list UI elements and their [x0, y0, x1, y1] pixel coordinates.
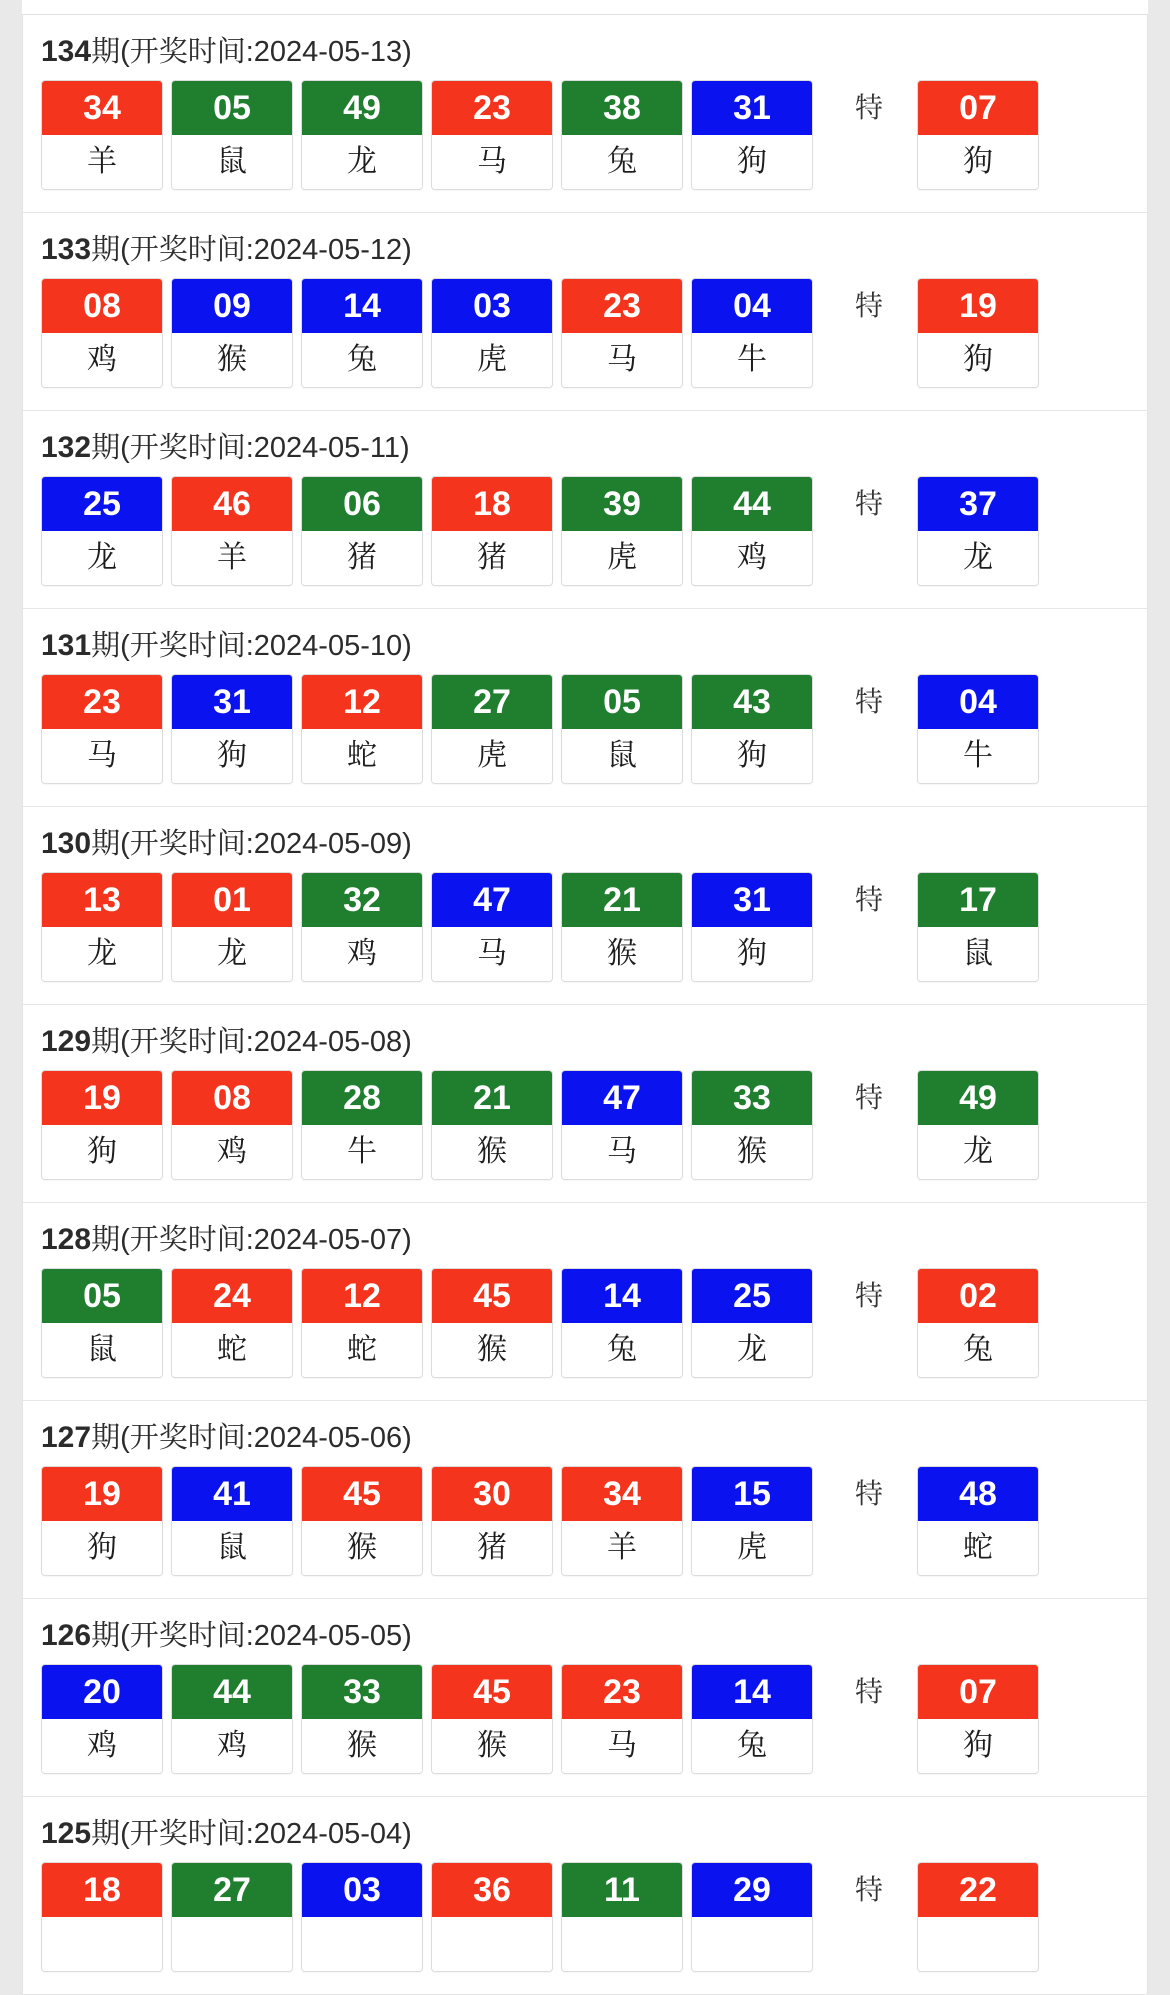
special-ball-number: 17 [918, 873, 1038, 927]
ball-zodiac: 龙 [42, 531, 162, 585]
special-ball-label: 特 [854, 488, 883, 519]
special-ball-zodiac: 狗 [918, 135, 1038, 189]
ball-cell[interactable] [561, 674, 683, 784]
draw-block [23, 213, 1147, 411]
ball-zodiac: 鼠 [42, 1323, 162, 1377]
ball-zodiac: 猪 [432, 531, 552, 585]
ball-number: 08 [42, 279, 162, 333]
ball-zodiac [432, 1917, 552, 1971]
draw-issue: 131 [41, 629, 92, 662]
ball-zodiac: 鸡 [692, 531, 812, 585]
draw-date: 2024-05-08 [253, 1026, 403, 1058]
special-ball-zodiac: 牛 [918, 729, 1038, 783]
draw-block [23, 1401, 1147, 1599]
draw-date: 2024-05-04 [253, 1818, 403, 1850]
special-ball-cell[interactable] [917, 872, 1039, 982]
ball-number: 12 [302, 675, 422, 729]
ball-number: 47 [562, 1071, 682, 1125]
special-ball-number: 49 [918, 1071, 1038, 1125]
ball-zodiac: 龙 [172, 927, 292, 981]
ball-cell[interactable] [171, 674, 293, 784]
ball-zodiac: 鸡 [172, 1125, 292, 1179]
ball-cell[interactable] [41, 1664, 163, 1774]
ball-number: 39 [562, 477, 682, 531]
special-ball-zodiac: 龙 [918, 531, 1038, 585]
draw-block [23, 609, 1147, 807]
ball-cell[interactable] [561, 872, 683, 982]
special-ball-number: 48 [918, 1467, 1038, 1521]
ball-cell[interactable] [691, 674, 813, 784]
ball-cell[interactable] [41, 1268, 163, 1378]
draw-header [23, 213, 1147, 278]
ball-zodiac: 虎 [432, 333, 552, 387]
special-ball-cell[interactable] [917, 1466, 1039, 1576]
special-ball-number: 02 [918, 1269, 1038, 1323]
special-ball-label: 特 [854, 1676, 883, 1707]
ball-cell[interactable] [691, 1070, 813, 1180]
ball-zodiac: 兔 [562, 1323, 682, 1377]
ball-number: 45 [302, 1467, 422, 1521]
ball-zodiac: 牛 [692, 333, 812, 387]
ball-number: 49 [302, 81, 422, 135]
ball-zodiac: 羊 [42, 135, 162, 189]
draw-date: 2024-05-10 [253, 630, 403, 662]
draw-header [23, 807, 1147, 872]
special-ball-cell[interactable] [917, 1862, 1039, 1972]
balls-row [23, 1466, 1147, 1598]
ball-number: 05 [562, 675, 682, 729]
draw-time-suffix: ) [399, 432, 410, 464]
ball-cell[interactable] [171, 872, 293, 982]
ball-number: 14 [562, 1269, 682, 1323]
ball-cell[interactable] [301, 1664, 423, 1774]
ball-zodiac: 蛇 [302, 729, 422, 783]
ball-zodiac: 虎 [562, 531, 682, 585]
ball-cell[interactable] [691, 1862, 813, 1972]
ball-number: 33 [302, 1665, 422, 1719]
ball-cell[interactable] [171, 1268, 293, 1378]
ball-cell[interactable] [431, 872, 553, 982]
ball-cell[interactable] [301, 1862, 423, 1972]
ball-number: 32 [302, 873, 422, 927]
ball-number: 06 [302, 477, 422, 531]
special-ball-number: 22 [918, 1863, 1038, 1917]
ball-cell[interactable] [171, 80, 293, 190]
ball-zodiac: 鸡 [42, 1719, 162, 1773]
ball-cell[interactable] [431, 1466, 553, 1576]
ball-zodiac [302, 1917, 422, 1971]
ball-number: 03 [302, 1863, 422, 1917]
draw-time-prefix: 期(开奖时间: [91, 630, 254, 662]
ball-cell[interactable] [431, 278, 553, 388]
ball-cell[interactable] [691, 278, 813, 388]
ball-cell[interactable] [41, 80, 163, 190]
draw-time-prefix: 期(开奖时间: [91, 36, 254, 68]
ball-zodiac: 猴 [302, 1719, 422, 1773]
ball-zodiac: 鸡 [172, 1719, 292, 1773]
ball-number: 46 [172, 477, 292, 531]
ball-number: 31 [692, 873, 812, 927]
ball-zodiac: 狗 [692, 135, 812, 189]
draw-date: 2024-05-06 [253, 1422, 403, 1454]
ball-zodiac: 牛 [302, 1125, 422, 1179]
ball-number: 47 [432, 873, 552, 927]
ball-zodiac [562, 1917, 682, 1971]
ball-cell[interactable] [691, 1664, 813, 1774]
draw-time-suffix: ) [402, 1224, 412, 1256]
draw-header [23, 1005, 1147, 1070]
ball-cell[interactable] [301, 80, 423, 190]
draw-issue: 132 [41, 431, 92, 464]
ball-cell[interactable] [41, 872, 163, 982]
draw-block [23, 1797, 1147, 1995]
ball-zodiac: 狗 [172, 729, 292, 783]
ball-number: 18 [42, 1863, 162, 1917]
draw-time-suffix: ) [402, 1422, 412, 1454]
ball-number: 01 [172, 873, 292, 927]
ball-cell[interactable] [171, 1862, 293, 1972]
draw-issue: 128 [41, 1223, 92, 1256]
ball-number: 31 [172, 675, 292, 729]
ball-number: 05 [172, 81, 292, 135]
draw-issue: 133 [41, 233, 92, 266]
special-ball-label: 特 [854, 1478, 883, 1509]
ball-zodiac: 猴 [172, 333, 292, 387]
ball-number: 23 [562, 1665, 682, 1719]
ball-cell[interactable] [691, 872, 813, 982]
ball-number: 25 [42, 477, 162, 531]
special-ball-number: 37 [918, 477, 1038, 531]
balls-row [23, 278, 1147, 410]
ball-zodiac: 龙 [42, 927, 162, 981]
balls-row [23, 674, 1147, 806]
ball-cell[interactable] [561, 278, 683, 388]
special-ball-cell[interactable] [917, 476, 1039, 586]
ball-zodiac: 龙 [302, 135, 422, 189]
ball-cell[interactable] [431, 1862, 553, 1972]
ball-cell[interactable] [41, 674, 163, 784]
draw-time-prefix: 期(开奖时间: [91, 234, 254, 266]
ball-zodiac: 鸡 [42, 333, 162, 387]
ball-cell[interactable] [301, 278, 423, 388]
ball-zodiac [42, 1917, 162, 1971]
draw-time-suffix: ) [402, 1026, 412, 1058]
special-ball-cell[interactable] [917, 278, 1039, 388]
ball-zodiac: 马 [432, 927, 552, 981]
draw-time-prefix: 期(开奖时间: [91, 1620, 254, 1652]
ball-cell[interactable] [431, 1268, 553, 1378]
ball-number: 21 [432, 1071, 552, 1125]
ball-zodiac: 猴 [302, 1521, 422, 1575]
draw-time-prefix: 期(开奖时间: [91, 1026, 254, 1058]
balls-row [23, 1070, 1147, 1202]
special-ball-number: 19 [918, 279, 1038, 333]
ball-zodiac: 猴 [432, 1719, 552, 1773]
ball-number: 38 [562, 81, 682, 135]
ball-cell[interactable] [171, 476, 293, 586]
ball-zodiac: 虎 [692, 1521, 812, 1575]
ball-cell[interactable] [41, 1466, 163, 1576]
ball-cell[interactable] [431, 1664, 553, 1774]
ball-cell[interactable] [301, 674, 423, 784]
ball-cell[interactable] [301, 1466, 423, 1576]
ball-zodiac: 狗 [692, 927, 812, 981]
draw-header [23, 1401, 1147, 1466]
ball-zodiac: 龙 [692, 1323, 812, 1377]
ball-zodiac: 兔 [562, 135, 682, 189]
ball-cell[interactable] [561, 1466, 683, 1576]
ball-number: 25 [692, 1269, 812, 1323]
special-ball-cell[interactable] [917, 80, 1039, 190]
ball-cell[interactable] [561, 80, 683, 190]
ball-number: 19 [42, 1467, 162, 1521]
ball-zodiac: 马 [562, 1125, 682, 1179]
ball-number: 15 [692, 1467, 812, 1521]
ball-cell[interactable] [561, 1268, 683, 1378]
draw-time-prefix: 期(开奖时间: [91, 1422, 254, 1454]
ball-zodiac: 鼠 [172, 135, 292, 189]
ball-number: 04 [692, 279, 812, 333]
ball-cell[interactable] [431, 674, 553, 784]
ball-number: 24 [172, 1269, 292, 1323]
ball-number: 44 [172, 1665, 292, 1719]
ball-cell[interactable] [561, 476, 683, 586]
draw-block [23, 807, 1147, 1005]
ball-number: 45 [432, 1665, 552, 1719]
ball-zodiac: 猴 [432, 1125, 552, 1179]
ball-number: 27 [432, 675, 552, 729]
ball-zodiac: 兔 [692, 1719, 812, 1773]
top-divider [22, 0, 1148, 15]
draw-block [23, 1005, 1147, 1203]
ball-cell[interactable] [41, 278, 163, 388]
draw-issue: 126 [41, 1619, 92, 1652]
draw-time-prefix: 期(开奖时间: [91, 828, 254, 860]
ball-zodiac: 羊 [562, 1521, 682, 1575]
ball-cell[interactable] [301, 872, 423, 982]
draw-block [23, 411, 1147, 609]
ball-number: 34 [42, 81, 162, 135]
draw-header [23, 1599, 1147, 1664]
ball-number: 33 [692, 1071, 812, 1125]
ball-zodiac: 蛇 [302, 1323, 422, 1377]
ball-number: 18 [432, 477, 552, 531]
draw-time-suffix: ) [402, 630, 412, 662]
special-ball-label: 特 [854, 290, 883, 321]
ball-zodiac: 鼠 [562, 729, 682, 783]
ball-cell[interactable] [561, 1070, 683, 1180]
draw-issue: 129 [41, 1025, 92, 1058]
draw-header [23, 411, 1147, 476]
draw-date: 2024-05-12 [253, 234, 403, 266]
ball-cell[interactable] [41, 1070, 163, 1180]
draw-header [23, 15, 1147, 80]
ball-number: 09 [172, 279, 292, 333]
ball-zodiac: 马 [562, 1719, 682, 1773]
balls-row [23, 872, 1147, 1004]
ball-zodiac: 狗 [42, 1125, 162, 1179]
special-ball-label: 特 [854, 686, 883, 717]
ball-cell[interactable] [301, 1070, 423, 1180]
ball-cell[interactable] [171, 278, 293, 388]
ball-zodiac: 兔 [302, 333, 422, 387]
draw-time-suffix: ) [402, 1818, 412, 1850]
special-ball-number: 07 [918, 1665, 1038, 1719]
ball-number: 27 [172, 1863, 292, 1917]
ball-zodiac: 鼠 [172, 1521, 292, 1575]
draw-issue: 127 [41, 1421, 92, 1454]
special-ball-zodiac: 狗 [918, 333, 1038, 387]
draw-issue: 130 [41, 827, 92, 860]
ball-cell[interactable] [171, 1466, 293, 1576]
draw-header [23, 609, 1147, 674]
special-ball-zodiac: 鼠 [918, 927, 1038, 981]
balls-row [23, 1268, 1147, 1400]
ball-zodiac [172, 1917, 292, 1971]
special-ball-zodiac: 蛇 [918, 1521, 1038, 1575]
draw-date: 2024-05-07 [253, 1224, 403, 1256]
draw-time-suffix: ) [402, 36, 412, 68]
ball-cell[interactable] [431, 1070, 553, 1180]
ball-number: 03 [432, 279, 552, 333]
draw-header [23, 1797, 1147, 1862]
special-ball-number: 04 [918, 675, 1038, 729]
draw-time-suffix: ) [402, 828, 412, 860]
special-ball-number: 07 [918, 81, 1038, 135]
ball-number: 34 [562, 1467, 682, 1521]
draw-issue: 134 [41, 35, 92, 68]
ball-number: 05 [42, 1269, 162, 1323]
ball-number: 30 [432, 1467, 552, 1521]
draw-date: 2024-05-05 [253, 1620, 403, 1652]
ball-number: 45 [432, 1269, 552, 1323]
ball-zodiac: 猪 [432, 1521, 552, 1575]
special-ball-zodiac: 兔 [918, 1323, 1038, 1377]
ball-zodiac: 羊 [172, 531, 292, 585]
ball-cell[interactable] [691, 476, 813, 586]
ball-number: 31 [692, 81, 812, 135]
ball-number: 36 [432, 1863, 552, 1917]
ball-cell[interactable] [691, 1466, 813, 1576]
ball-zodiac: 马 [562, 333, 682, 387]
special-ball-zodiac [918, 1917, 1038, 1971]
ball-number: 19 [42, 1071, 162, 1125]
balls-row [23, 476, 1147, 608]
ball-number: 28 [302, 1071, 422, 1125]
ball-cell[interactable] [41, 476, 163, 586]
special-ball-cell[interactable] [917, 674, 1039, 784]
ball-cell[interactable] [561, 1664, 683, 1774]
ball-number: 23 [562, 279, 682, 333]
ball-number: 21 [562, 873, 682, 927]
balls-row [23, 80, 1147, 212]
special-ball-label: 特 [854, 1874, 883, 1905]
draw-time-suffix: ) [402, 234, 412, 266]
ball-cell[interactable] [691, 80, 813, 190]
draw-time-prefix: 期(开奖时间: [91, 432, 254, 464]
ball-zodiac: 鸡 [302, 927, 422, 981]
ball-cell[interactable] [431, 476, 553, 586]
special-ball-label: 特 [854, 884, 883, 915]
special-ball-cell[interactable] [917, 1268, 1039, 1378]
ball-zodiac: 狗 [42, 1521, 162, 1575]
ball-cell[interactable] [301, 476, 423, 586]
ball-number: 13 [42, 873, 162, 927]
ball-zodiac: 猴 [432, 1323, 552, 1377]
draw-date: 2024-05-11 [253, 432, 400, 464]
ball-cell[interactable] [431, 80, 553, 190]
ball-cell[interactable] [41, 1862, 163, 1972]
ball-number: 20 [42, 1665, 162, 1719]
ball-zodiac [692, 1917, 812, 1971]
ball-zodiac: 猴 [692, 1125, 812, 1179]
draw-time-prefix: 期(开奖时间: [91, 1818, 254, 1850]
draw-date: 2024-05-09 [253, 828, 403, 860]
ball-number: 14 [692, 1665, 812, 1719]
balls-row [23, 1664, 1147, 1796]
ball-zodiac: 猴 [562, 927, 682, 981]
ball-number: 08 [172, 1071, 292, 1125]
special-ball-label: 特 [854, 1280, 883, 1311]
draw-header [23, 1203, 1147, 1268]
draw-date: 2024-05-13 [253, 36, 403, 68]
ball-zodiac: 狗 [692, 729, 812, 783]
ball-number: 43 [692, 675, 812, 729]
ball-number: 23 [42, 675, 162, 729]
special-ball-label: 特 [854, 1082, 883, 1113]
draw-block [23, 1203, 1147, 1401]
ball-number: 41 [172, 1467, 292, 1521]
draw-time-suffix: ) [402, 1620, 412, 1652]
ball-cell[interactable] [301, 1268, 423, 1378]
ball-number: 12 [302, 1269, 422, 1323]
special-ball-cell[interactable] [917, 1664, 1039, 1774]
special-ball-cell[interactable] [917, 1070, 1039, 1180]
special-ball-zodiac: 龙 [918, 1125, 1038, 1179]
ball-number: 11 [562, 1863, 682, 1917]
ball-cell[interactable] [561, 1862, 683, 1972]
ball-number: 29 [692, 1863, 812, 1917]
draw-time-prefix: 期(开奖时间: [91, 1224, 254, 1256]
ball-zodiac: 猪 [302, 531, 422, 585]
ball-number: 44 [692, 477, 812, 531]
ball-cell[interactable] [171, 1664, 293, 1774]
ball-cell[interactable] [691, 1268, 813, 1378]
ball-number: 23 [432, 81, 552, 135]
balls-row [23, 1862, 1147, 1994]
ball-zodiac: 虎 [432, 729, 552, 783]
ball-number: 14 [302, 279, 422, 333]
ball-zodiac: 蛇 [172, 1323, 292, 1377]
special-ball-label: 特 [854, 92, 883, 123]
ball-cell[interactable] [171, 1070, 293, 1180]
ball-zodiac: 马 [432, 135, 552, 189]
ball-zodiac: 马 [42, 729, 162, 783]
special-ball-zodiac: 狗 [918, 1719, 1038, 1773]
draw-issue: 125 [41, 1817, 92, 1850]
draw-block [23, 15, 1147, 213]
draw-block [23, 1599, 1147, 1797]
draw-list [22, 15, 1148, 1995]
